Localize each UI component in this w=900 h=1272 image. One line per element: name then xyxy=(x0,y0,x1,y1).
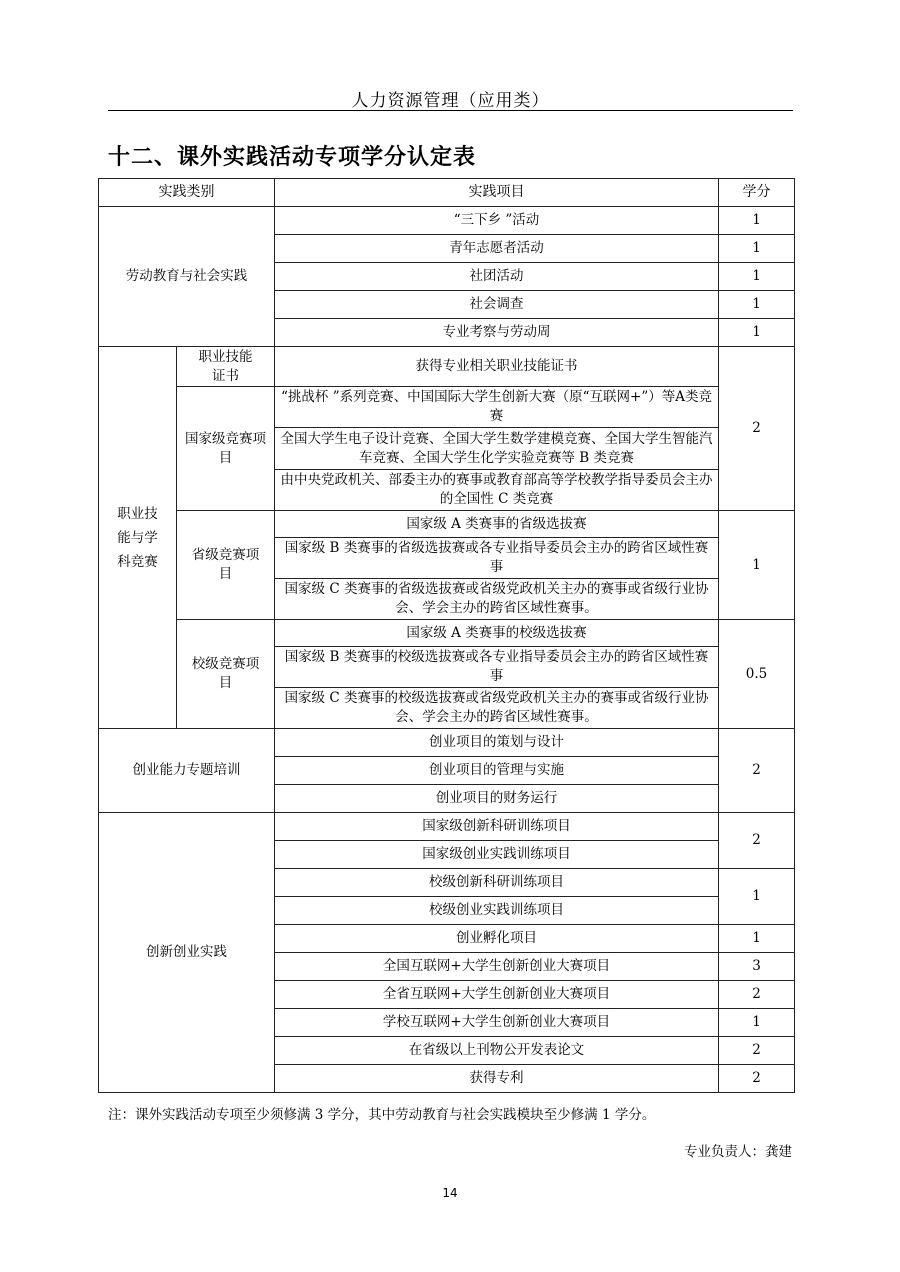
credit-cell: 1 xyxy=(719,235,795,263)
table-row xyxy=(99,511,795,538)
item-cell: 学校互联网+大学生创新创业大赛项目 xyxy=(275,1009,719,1037)
page-number: 14 xyxy=(442,1186,458,1200)
signature: 专业负责人：龚建 xyxy=(684,1144,792,1160)
item-cell: 青年志愿者活动 xyxy=(275,235,719,263)
category-labor: 劳动教育与社会实践 xyxy=(99,207,275,347)
table-row xyxy=(99,729,795,757)
item-cell: 校级创新科研训练项目 xyxy=(275,869,719,897)
credit-cell: 2 xyxy=(719,981,795,1009)
item-cell: 由中央党政机关、部委主办的赛事或教育部高等学校教学指导委员会主办的全国性 C 类竞赛 xyxy=(275,470,719,511)
credit-cell: 2 xyxy=(719,1037,795,1065)
credit-cell: 0.5 xyxy=(719,620,795,729)
item-cell: 全国大学生电子设计竞赛、全国大学生数学建模竞赛、全国大学生智能汽车竞赛、全国大学生化学实验竞赛等 B 类竞赛 xyxy=(275,428,719,470)
table-row xyxy=(99,620,795,647)
item-cell: 全省互联网+大学生创新创业大赛项目 xyxy=(275,981,719,1009)
credit-cell: 1 xyxy=(719,869,795,925)
section-title: 十二、课外实践活动专项学分认定表 xyxy=(108,145,477,170)
footnote: 注：课外实践活动专项至少须修满 3 学分，其中劳动教育与社会实践模块至少修满 1 学分。 xyxy=(108,1107,656,1123)
item-cell: 国家级创业实践训练项目 xyxy=(275,841,719,869)
sub-vocational xyxy=(177,347,275,387)
category-entrepreneurship: 创业能力专题培训 xyxy=(99,729,275,813)
sub-vocational-label: 职业技能证书 xyxy=(198,348,253,384)
item-cell: 创业项目的管理与实施 xyxy=(275,757,719,785)
header-item: 实践项目 xyxy=(275,179,719,207)
credit-cell: 2 xyxy=(719,347,795,511)
item-cell: 社会调查 xyxy=(275,291,719,319)
table-row xyxy=(99,207,795,235)
item-cell: 在省级以上刊物公开发表论文 xyxy=(275,1037,719,1065)
category-skills-label: 职业技能与学科竞赛 xyxy=(117,505,158,570)
item-cell: 获得专利 xyxy=(275,1065,719,1093)
category-skills xyxy=(99,347,177,729)
sub-school xyxy=(177,620,275,729)
item-cell: 社团活动 xyxy=(275,263,719,291)
header-category: 实践类别 xyxy=(99,179,275,207)
table-row xyxy=(99,347,795,387)
credit-cell: 1 xyxy=(719,925,795,953)
item-cell: 国家级创新科研训练项目 xyxy=(275,813,719,841)
header-rule xyxy=(108,110,793,111)
item-cell: 国家级 B 类赛事的省级选拔赛或各专业指导委员会主办的跨省区域性赛事 xyxy=(275,538,719,579)
sub-national-label: 国家级竞赛项目 xyxy=(185,430,266,466)
credit-cell: 2 xyxy=(719,1065,795,1093)
credit-cell: 1 xyxy=(719,1009,795,1037)
item-cell: 国家级 A 类赛事的校级选拔赛 xyxy=(275,620,719,647)
credit-table xyxy=(98,178,795,1093)
credit-cell: 3 xyxy=(719,953,795,981)
item-cell: 专业考察与劳动周 xyxy=(275,319,719,347)
item-cell: 国家级 A 类赛事的省级选拔赛 xyxy=(275,511,719,538)
table-row xyxy=(99,387,795,428)
item-cell: 国家级 C 类赛事的校级选拔赛或省级党政机关主办的赛事或省级行业协会、学会主办的跨省区域性赛事。 xyxy=(275,688,719,729)
header-credit: 学分 xyxy=(719,179,795,207)
sub-provincial-label: 省级竞赛项目 xyxy=(191,547,260,582)
item-cell: 获得专业相关职业技能证书 xyxy=(275,347,719,387)
credit-cell: 1 xyxy=(719,511,795,620)
item-cell: “挑战杯 ”系列竞赛、中国国际大学生创新大赛（原“互联网+”）等A类竞赛 xyxy=(275,387,719,428)
page-header-title: 人力资源管理（应用类） xyxy=(351,91,550,111)
category-innovation: 创新创业实践 xyxy=(99,813,275,1093)
table-row xyxy=(99,813,795,841)
item-cell: “三下乡 ”活动 xyxy=(275,207,719,235)
sub-provincial xyxy=(177,511,275,620)
credit-cell: 1 xyxy=(719,291,795,319)
sub-national xyxy=(177,387,275,511)
table-header-row xyxy=(99,179,795,207)
credit-cell: 2 xyxy=(719,729,795,813)
credit-cell: 1 xyxy=(719,319,795,347)
item-cell: 创业孵化项目 xyxy=(275,925,719,953)
item-cell: 创业项目的策划与设计 xyxy=(275,729,719,757)
item-cell: 校级创业实践训练项目 xyxy=(275,897,719,925)
item-cell: 创业项目的财务运行 xyxy=(275,785,719,813)
item-cell: 全国互联网+大学生创新创业大赛项目 xyxy=(275,953,719,981)
credit-cell: 2 xyxy=(719,813,795,869)
credit-cell: 1 xyxy=(719,263,795,291)
item-cell: 国家级 C 类赛事的省级选拔赛或省级党政机关主办的赛事或省级行业协会、学会主办的跨省区域性赛事。 xyxy=(275,579,719,620)
credit-cell: 1 xyxy=(719,207,795,235)
item-cell: 国家级 B 类赛事的校级选拔赛或各专业指导委员会主办的跨省区域性赛事 xyxy=(275,647,719,688)
sub-school-label: 校级竞赛项目 xyxy=(191,656,260,691)
